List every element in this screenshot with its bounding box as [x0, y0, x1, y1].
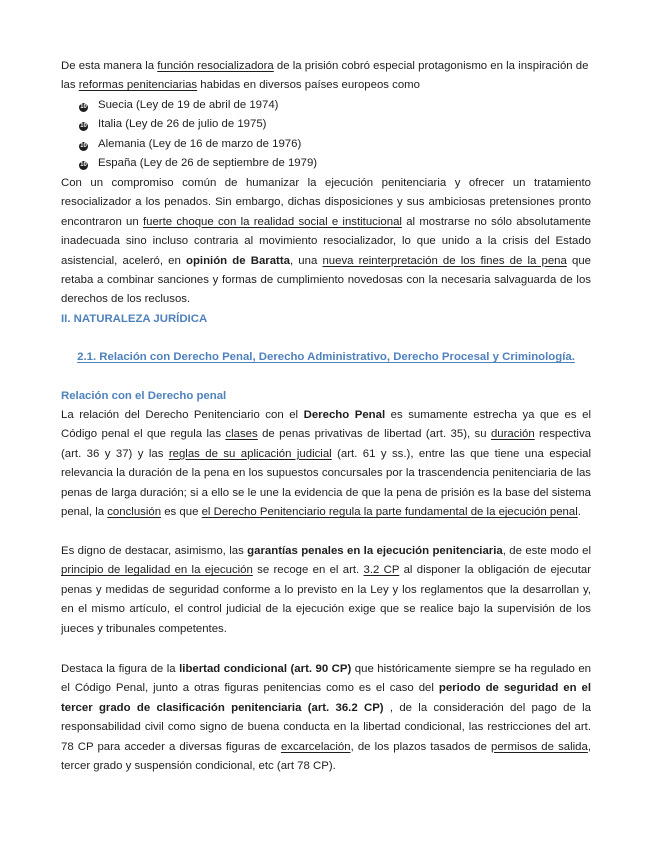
- para5-text-3: , de la consideración del pago de la responsabilidad civil como signo de buena conducta en la libertad condicional, las restricciones del art. 78 CP para acceder a diversas figuras de: [61, 701, 591, 753]
- list-item-text: Alemania (Ley de 16 de marzo de 1976): [98, 137, 302, 150]
- para3-text-5: (art. 61 y ss.), entre las que tiene una especial relevancia la duración de la pena en los supuestos concursales por la trascendencia penitenciaria de las penas de larga duración; si a ello se le une la evidencia de que la pena de prisión es la base del sistema penal, la: [61, 447, 591, 519]
- list-item-text: España (Ley de 26 de septiembre de 1979): [98, 157, 318, 170]
- para3-underline-1: clases: [225, 428, 258, 441]
- compromiso-paragraph: [61, 174, 591, 310]
- relation-heading: Relación con el Derecho penal: [61, 390, 227, 402]
- para3-underline-2: duración: [490, 428, 535, 441]
- para2-text-2: al mostrarse no sólo absolutamente inadecuada sino incluso contraria al movimiento resocializador, lo que unido a la crisis del Estado asistencial, aceleró, en: [61, 215, 591, 267]
- numbered-circle-icon: 10: [80, 162, 87, 169]
- para2-underline-2: nueva reinterpretación de los fines de la pena: [322, 254, 567, 267]
- subsection-title-text: 2.1. Relación con Derecho Penal, Derecho Administrativo, Derecho Procesal y Criminología.: [77, 351, 575, 363]
- para5-underline-1: excarcelación: [280, 740, 351, 753]
- list-item: [79, 96, 317, 115]
- para4-underline-1: principio de legalidad en la ejecución: [61, 564, 253, 577]
- para3-text-1: La relación del Derecho Penitenciario con el: [61, 409, 304, 421]
- numbered-circle-icon: 10: [80, 142, 87, 149]
- derecho-penal-paragraph: [61, 406, 591, 522]
- country-list: [79, 96, 317, 174]
- para2-text-3: , una: [289, 254, 323, 267]
- list-item-text: Suecia (Ley de 19 de abril de 1974): [98, 99, 279, 111]
- para4-text-2: , de este modo el: [502, 545, 591, 557]
- intro-text-3: habidas en diversos países europeos como: [197, 79, 421, 92]
- para3-text-3: de penas privativas de libertad (art. 35), su: [257, 428, 491, 441]
- list-item: [79, 135, 317, 154]
- para5-text-4: , de los plazos tasados de: [350, 740, 492, 753]
- para5-text-5: , tercer grado y suspensión condicional, etc (art 78 CP).: [61, 740, 592, 773]
- para3-underline-4: conclusión: [107, 506, 162, 519]
- para4-text-4: al disponer la obligación de ejecutar penas y medidas de seguridad conforme a lo previsto en la Ley y los reglamentos que la desarrollan y, en el mismo artículo, el control judicial de la ejecución exige que se realice bajo la supervisión de los jueces y tribunales competentes.: [61, 564, 591, 635]
- para5-text-2: que históricamente siempre se ha regulado en el Código Penal, junto a otras figuras penitencias como es el caso del: [61, 663, 591, 695]
- para5-text-1: Destaca la figura de la: [61, 663, 180, 675]
- para4-text-3: se recoge en el art.: [252, 564, 364, 577]
- para2-underline-1: fuerte choque con la realidad social e institucional: [142, 215, 402, 228]
- intro-underline-2: reformas penitenciarias: [78, 79, 198, 92]
- list-item-text: Italia (Ley de 26 de julio de 1975): [98, 118, 267, 131]
- section-title: II. NATURALEZA JURÍDICA: [61, 313, 208, 325]
- para4-text-1: Es digno de destacar, asimismo, las: [61, 545, 248, 557]
- garantias-paragraph: [61, 542, 591, 639]
- numbered-circle-icon: 10: [80, 104, 87, 110]
- numbered-circle-icon: 10: [80, 123, 87, 130]
- intro-paragraph: [61, 57, 591, 96]
- intro-underline-1: función resocializadora: [157, 60, 274, 72]
- para3-bold-1: Derecho Penal: [303, 409, 386, 421]
- para2-text-1: Con un compromiso común de humanizar la ejecución penitenciaria y ofrecer un tratamiento resocializador a los penados. Sin embargo, dichas disposiciones y sus ambiciosas pretensiones pronto encontraron un: [61, 177, 591, 228]
- para3-underline-5: el Derecho Penitenciario regula la parte fundamental de la ejecución penal: [201, 506, 578, 519]
- para2-text-4: que retaba a combinar sanciones y formas de cumplimiento novedosas con la necesaria salvaguarda de los derechos de los reclusos.: [61, 254, 592, 306]
- para3-underline-3: reglas de su aplicación judicial: [168, 447, 332, 460]
- para4-bold-1: garantías penales en la ejecución penitenciaria: [247, 545, 503, 557]
- para3-text-4: respectiva (art. 36 y 37) y las: [61, 428, 591, 460]
- para4-underline-2: 3.2 CP: [363, 564, 400, 577]
- para3-text-6: es que: [161, 506, 202, 519]
- para5-bold-2: periodo de seguridad en el tercer grado de clasificación penitenciaria (art. 36.2 CP): [61, 682, 591, 714]
- list-item: [79, 154, 317, 173]
- para5-underline-2: permisos de salida: [491, 740, 588, 753]
- intro-text-2: de la prisión cobró especial protagonismo en la inspiración de las: [61, 60, 589, 92]
- libertad-condicional-paragraph: [61, 660, 591, 776]
- para3-text-7: .: [577, 506, 581, 519]
- para2-bold-1: opinión de Baratta: [186, 254, 290, 267]
- para5-bold-1: libertad condicional (art. 90 CP): [179, 663, 352, 675]
- intro-text-1: De esta manera la: [61, 60, 158, 72]
- para3-text-2: es sumamente estrecha ya que es el Código penal el que regula las: [61, 409, 591, 441]
- subsection-title: [61, 348, 591, 367]
- list-item: [79, 115, 317, 134]
